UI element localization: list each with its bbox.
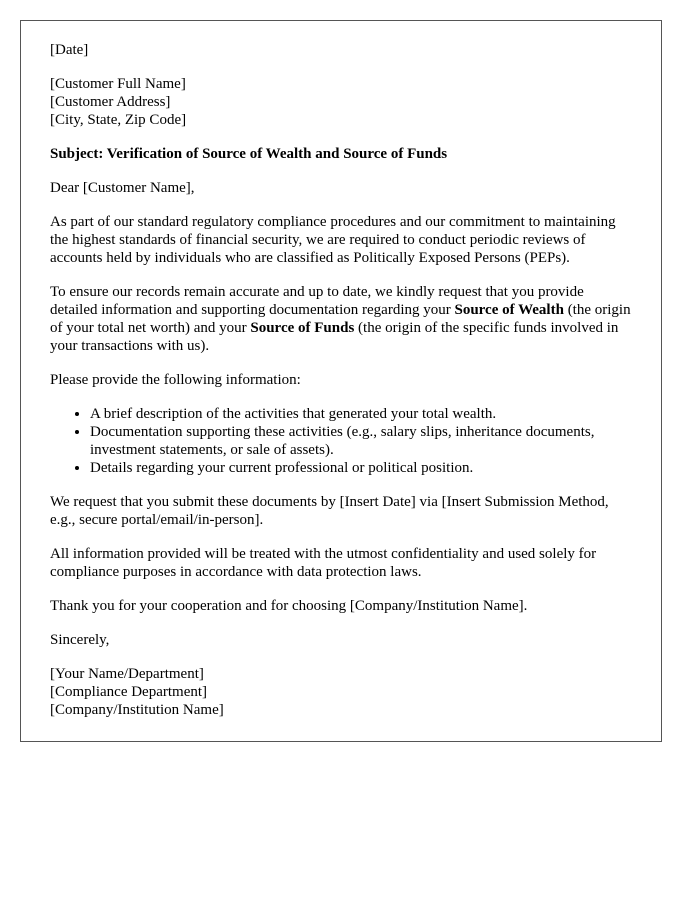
text-segment: (the origin of the specific funds involved in your transactions with us). bbox=[50, 320, 619, 354]
text-segment: (the origin of your total net worth) and your bbox=[50, 302, 631, 336]
closing: Sincerely, bbox=[50, 632, 110, 648]
recipient-block bbox=[50, 75, 632, 129]
list-item: • Documentation supporting these activities (e.g., salary slips, inheritance documents, investment statements, or sale of assets). bbox=[90, 423, 632, 459]
source-of-funds-term: Source of Funds bbox=[250, 320, 355, 336]
subject-text: Subject: Verification of Source of Wealth and Source of Funds bbox=[50, 146, 448, 162]
subject-line bbox=[50, 145, 632, 163]
request-paragraph bbox=[50, 283, 632, 355]
thanks-paragraph: Thank you for your cooperation and for choosing [Company/Institution Name]. bbox=[50, 598, 528, 614]
salutation: Dear [Customer Name], bbox=[50, 180, 195, 196]
list-item: • Details regarding your current professional or political position. bbox=[90, 459, 632, 477]
deadline-paragraph: We request that you submit these documents by [Insert Date] via [Insert Submission Method, e.g., secure portal/email/in-person]. bbox=[50, 494, 609, 528]
recipient-name: [Customer Full Name] bbox=[50, 76, 186, 92]
list-intro: Please provide the following information: bbox=[50, 372, 301, 388]
requirements-list bbox=[50, 405, 632, 477]
signature-department: [Compliance Department] bbox=[50, 684, 208, 700]
recipient-city: [City, State, Zip Code] bbox=[50, 112, 187, 128]
intro-paragraph: As part of our standard regulatory compliance procedures and our commitment to maintaining the highest standards of financial security, we are required to conduct periodic reviews of accounts held by individuals who are classified as Politically Exposed Persons (PEPs). bbox=[50, 214, 616, 266]
date: [Date] bbox=[50, 42, 89, 58]
signature-block bbox=[50, 665, 632, 719]
source-of-wealth-term: Source of Wealth bbox=[454, 302, 564, 318]
letter bbox=[20, 20, 662, 742]
signature-name: [Your Name/Department] bbox=[50, 666, 204, 682]
confidentiality-paragraph: All information provided will be treated with the utmost confidentiality and used solely for compliance purposes in accordance with data protection laws. bbox=[50, 546, 597, 580]
list-item: • A brief description of the activities that generated your total wealth. bbox=[90, 405, 632, 423]
recipient-address: [Customer Address] bbox=[50, 94, 171, 110]
signature-company: [Company/Institution Name] bbox=[50, 702, 224, 718]
text-segment: To ensure our records remain accurate and up to date, we kindly request that you provide detailed information and supporting documentation regarding your bbox=[50, 284, 584, 318]
